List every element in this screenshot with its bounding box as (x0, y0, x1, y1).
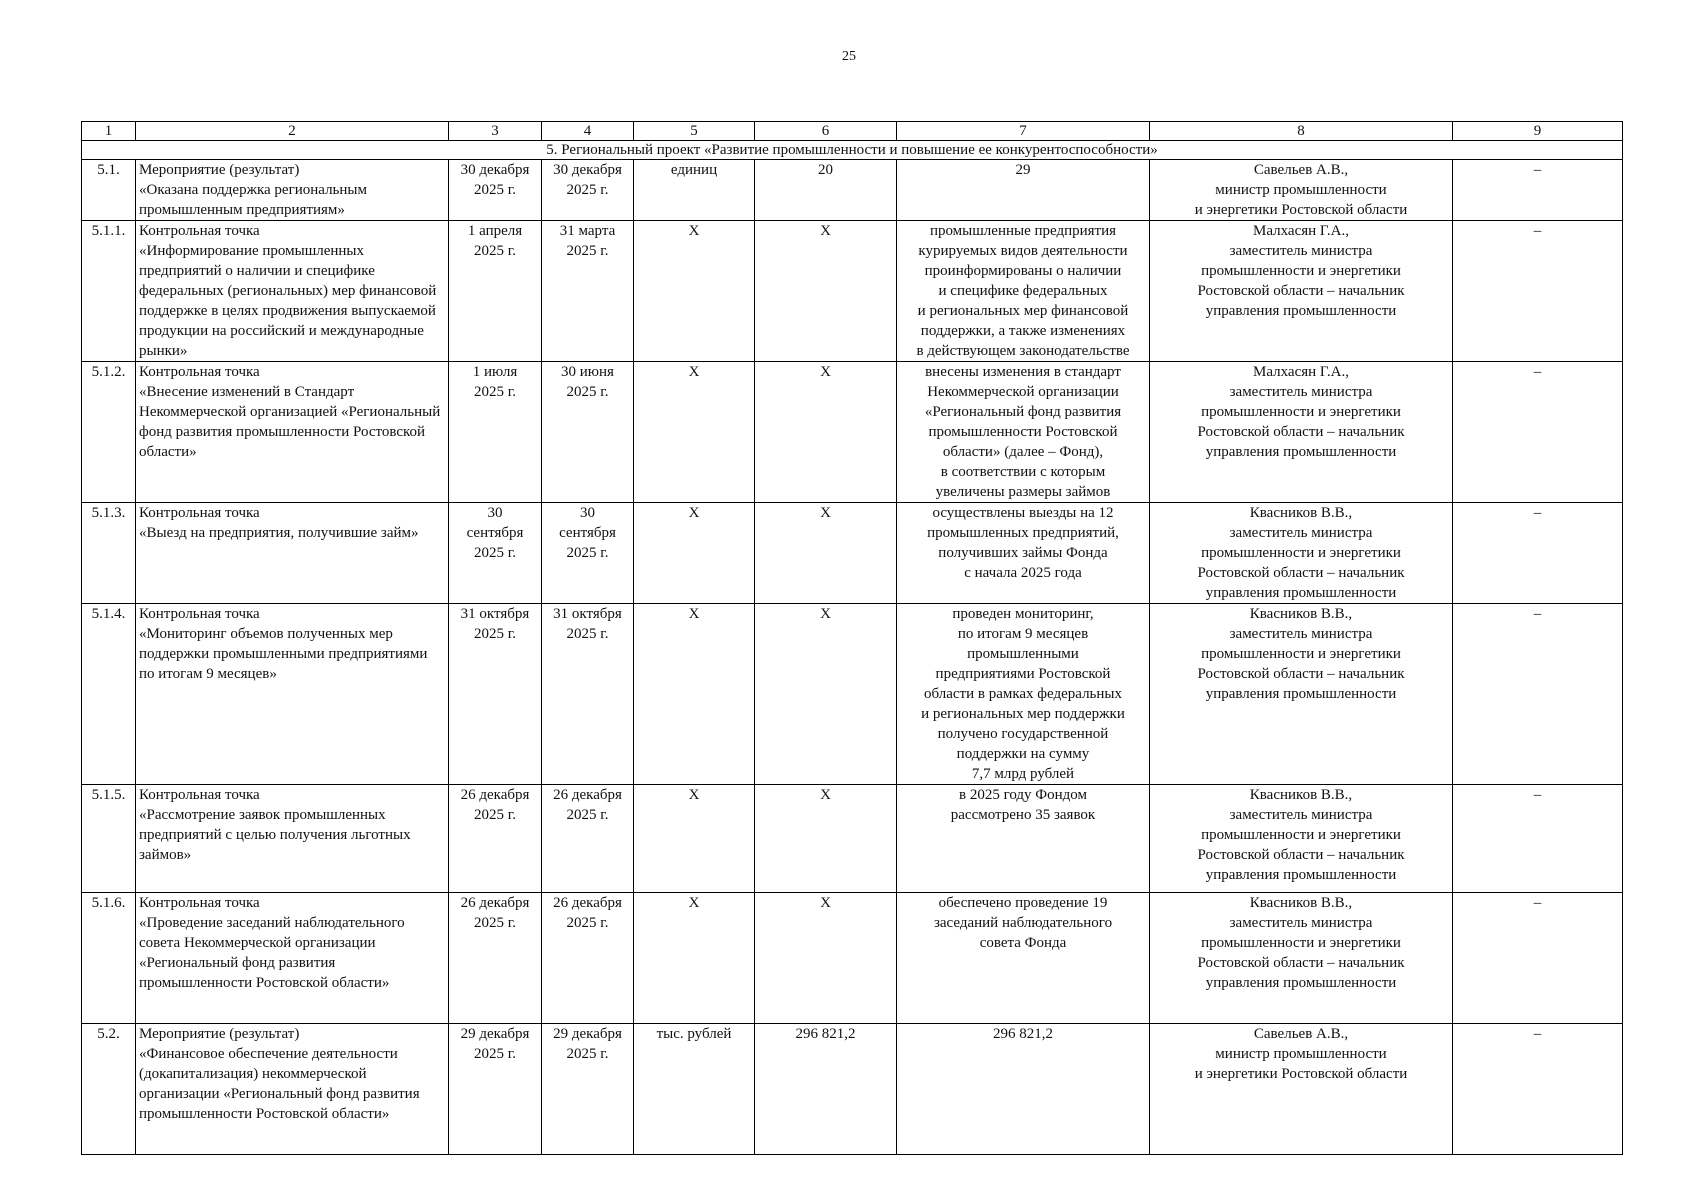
row-fact: осуществлены выезды на 12 промышленных предприятий, получивших займы Фонда с начала 2025 года (897, 503, 1150, 604)
table-row (82, 221, 1623, 362)
row-number: 5.1.2. (82, 362, 136, 503)
row-responsible: Малхасян Г.А., заместитель министра промышленности и энергетики Ростовской области – начальник управления промышленности (1150, 362, 1453, 503)
row-unit: тыс. рублей (634, 1024, 755, 1155)
row-responsible: Квасников В.В., заместитель министра промышленности и энергетики Ростовской области – начальник управления промышленности (1150, 503, 1453, 604)
row-name: Контрольная точка «Информирование промышленных предприятий о наличии и специфике федеральных (региональных) мер финансовой поддержке в целях продвижения выпускаемой продукции на российский и международные рынки» (136, 221, 449, 362)
row-end-date: 30 декабря 2025 г. (542, 160, 634, 221)
row-unit: X (634, 221, 755, 362)
row-fact: в 2025 году Фондом рассмотрено 35 заявок (897, 785, 1150, 893)
row-number: 5.1. (82, 160, 136, 221)
row-number: 5.2. (82, 1024, 136, 1155)
row-end-date: 31 октября 2025 г. (542, 604, 634, 785)
table-row (82, 893, 1623, 1024)
header-cell: 1 (82, 122, 136, 141)
row-note: – (1453, 160, 1623, 221)
row-responsible: Квасников В.В., заместитель министра промышленности и энергетики Ростовской области – начальник управления промышленности (1150, 785, 1453, 893)
row-note: – (1453, 362, 1623, 503)
row-end-date: 26 декабря 2025 г. (542, 893, 634, 1024)
row-note: – (1453, 785, 1623, 893)
row-note: – (1453, 221, 1623, 362)
header-cell: 5 (634, 122, 755, 141)
row-responsible: Савельев А.В., министр промышленности и энергетики Ростовской области (1150, 1024, 1453, 1155)
row-responsible: Савельев А.В., министр промышленности и энергетики Ростовской области (1150, 160, 1453, 221)
table-row (82, 503, 1623, 604)
row-number: 5.1.1. (82, 221, 136, 362)
row-end-date: 31 марта 2025 г. (542, 221, 634, 362)
row-note: – (1453, 893, 1623, 1024)
header-cell: 7 (897, 122, 1150, 141)
header-cell: 6 (755, 122, 897, 141)
report-table (81, 121, 1623, 1155)
row-name: Контрольная точка «Мониторинг объемов полученных мер поддержки промышленными предприятиями по итогам 9 месяцев» (136, 604, 449, 785)
row-fact: обеспечено проведение 19 заседаний наблюдательного совета Фонда (897, 893, 1150, 1024)
row-fact: 296 821,2 (897, 1024, 1150, 1155)
row-start-date: 29 декабря 2025 г. (449, 1024, 542, 1155)
row-start-date: 31 октября 2025 г. (449, 604, 542, 785)
table-row (82, 1024, 1623, 1155)
table-row (82, 604, 1623, 785)
table-row (82, 362, 1623, 503)
row-plan: X (755, 785, 897, 893)
row-fact: проведен мониторинг, по итогам 9 месяцев промышленными предприятиями Ростовской области в рамках федеральных и региональных мер поддержки получено государственной поддержки на сумму 7,7 млрд рублей (897, 604, 1150, 785)
header-cell: 3 (449, 122, 542, 141)
row-end-date: 26 декабря 2025 г. (542, 785, 634, 893)
row-responsible: Квасников В.В., заместитель министра промышленности и энергетики Ростовской области – начальник управления промышленности (1150, 893, 1453, 1024)
row-responsible: Квасников В.В., заместитель министра промышленности и энергетики Ростовской области – начальник управления промышленности (1150, 604, 1453, 785)
row-note: – (1453, 1024, 1623, 1155)
row-start-date: 1 апреля 2025 г. (449, 221, 542, 362)
row-start-date: 1 июля 2025 г. (449, 362, 542, 503)
row-note: – (1453, 503, 1623, 604)
header-cell: 2 (136, 122, 449, 141)
row-plan: X (755, 503, 897, 604)
row-unit: X (634, 785, 755, 893)
row-name: Контрольная точка «Проведение заседаний наблюдательного совета Некоммерческой организации «Региональный фонд развития промышленности Ростовской области» (136, 893, 449, 1024)
row-number: 5.1.6. (82, 893, 136, 1024)
row-unit: X (634, 604, 755, 785)
row-unit: X (634, 503, 755, 604)
table-header-row (82, 122, 1623, 141)
row-responsible: Малхасян Г.А., заместитель министра промышленности и энергетики Ростовской области – начальник управления промышленности (1150, 221, 1453, 362)
row-fact: 29 (897, 160, 1150, 221)
row-end-date: 30 сентября 2025 г. (542, 503, 634, 604)
row-number: 5.1.5. (82, 785, 136, 893)
row-end-date: 29 декабря 2025 г. (542, 1024, 634, 1155)
row-unit: единиц (634, 160, 755, 221)
row-name: Контрольная точка «Внесение изменений в Стандарт Некоммерческой организацией «Региональный фонд развития промышленности Ростовской области» (136, 362, 449, 503)
page-number: 25 (842, 49, 856, 64)
table-row (82, 785, 1623, 893)
row-fact: промышленные предприятия курируемых видов деятельности проинформированы о наличии и специфике федеральных и региональных мер финансовой поддержки, а также изменениях в действующем законодательстве (897, 221, 1150, 362)
header-cell: 9 (1453, 122, 1623, 141)
row-plan: X (755, 362, 897, 503)
row-plan: X (755, 604, 897, 785)
header-cell: 8 (1150, 122, 1453, 141)
header-cell: 4 (542, 122, 634, 141)
row-name: Контрольная точка «Рассмотрение заявок промышленных предприятий с целью получения льготных займов» (136, 785, 449, 893)
row-unit: X (634, 893, 755, 1024)
row-plan: 296 821,2 (755, 1024, 897, 1155)
row-unit: X (634, 362, 755, 503)
row-start-date: 26 декабря 2025 г. (449, 893, 542, 1024)
row-plan: X (755, 221, 897, 362)
row-start-date: 26 декабря 2025 г. (449, 785, 542, 893)
section-title: 5. Региональный проект «Развитие промышленности и повышение ее конкурентоспособности» (82, 141, 1623, 160)
row-name: Контрольная точка «Выезд на предприятия, получившие займ» (136, 503, 449, 604)
row-end-date: 30 июня 2025 г. (542, 362, 634, 503)
row-fact: внесены изменения в стандарт Некоммерческой организации «Региональный фонд развития промышленности Ростовской области» (далее – Фонд), в соответствии с которым увеличены размеры займов (897, 362, 1150, 503)
row-name: Мероприятие (результат) «Финансовое обеспечение деятельности (докапитализация) некоммерческой организации «Региональный фонд развития промышленности Ростовской области» (136, 1024, 449, 1155)
table-row (82, 160, 1623, 221)
row-plan: 20 (755, 160, 897, 221)
row-number: 5.1.4. (82, 604, 136, 785)
row-name: Мероприятие (результат) «Оказана поддержка региональным промышленным предприятиям» (136, 160, 449, 221)
row-start-date: 30 сентября 2025 г. (449, 503, 542, 604)
row-note: – (1453, 604, 1623, 785)
section-title-row (82, 141, 1623, 160)
row-start-date: 30 декабря 2025 г. (449, 160, 542, 221)
row-plan: X (755, 893, 897, 1024)
row-number: 5.1.3. (82, 503, 136, 604)
